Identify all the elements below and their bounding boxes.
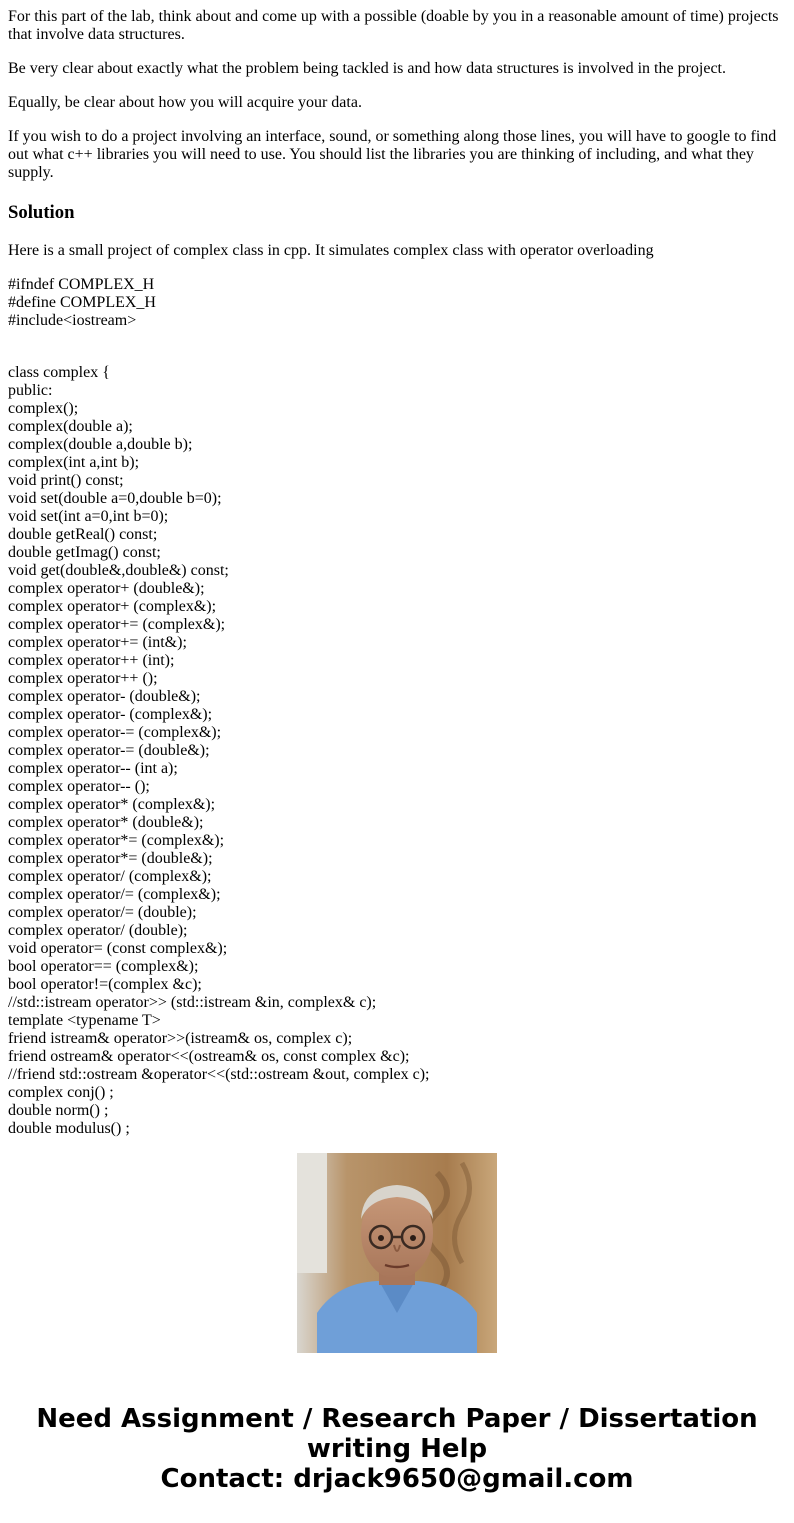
cta-line-1: Need Assignment / Research Paper / Dissertation (36, 1404, 758, 1434)
code-line: complex(double a); (8, 418, 133, 435)
code-line: complex operator* (double&); (8, 814, 204, 831)
code-line: complex operator/ (complex&); (8, 868, 212, 885)
code-line: complex operator+ (complex&); (8, 598, 217, 615)
code-header (8, 276, 786, 330)
cta-line-2: writing Help (306, 1434, 488, 1464)
document-body (8, 8, 786, 1137)
code-line: double modulus() ; (8, 1120, 130, 1137)
code-body (8, 364, 786, 1138)
code-line: complex operator*= (double&); (8, 850, 213, 867)
code-line: complex operator+= (complex&); (8, 616, 226, 633)
code-line: #include<iostream> (8, 312, 137, 329)
code-line: friend istream& operator>>(istream& os, complex c); (8, 1030, 353, 1047)
avatar (297, 1153, 497, 1353)
code-line: complex operator- (double&); (8, 688, 201, 705)
cta-contact: Contact: drjack9650@gmail.com (160, 1464, 634, 1494)
code-line: complex operator* (complex&); (8, 796, 216, 813)
code-line: complex operator++ (int); (8, 652, 175, 669)
intro-paragraph-2: Be very clear about exactly what the problem being tackled is and how data structures is involved in the project. (8, 60, 726, 77)
solution-heading: Solution (8, 202, 75, 223)
code-listing (8, 276, 786, 1137)
code-line: double norm() ; (8, 1102, 109, 1119)
code-line: bool operator!=(complex &c); (8, 976, 202, 993)
code-line: complex operator-= (double&); (8, 742, 210, 759)
solution-description: Here is a small project of complex class in cpp. It simulates complex class with operator overloading (8, 242, 654, 259)
code-blank-gap (8, 330, 786, 364)
code-line: complex(); (8, 400, 79, 417)
code-line: complex operator*= (complex&); (8, 832, 225, 849)
code-line: complex operator/ (double); (8, 922, 188, 939)
code-line: complex operator-- (int a); (8, 760, 178, 777)
code-line: complex operator/= (complex&); (8, 886, 221, 903)
code-line: void print() const; (8, 472, 124, 489)
code-line: public: (8, 382, 53, 399)
code-line: complex(double a,double b); (8, 436, 193, 453)
code-line: complex operator/= (double); (8, 904, 197, 921)
code-line: friend ostream& operator<<(ostream& os, const complex &c); (8, 1048, 410, 1065)
code-line: template <typename T> (8, 1012, 161, 1029)
code-line: complex operator+= (int&); (8, 634, 187, 651)
intro-paragraph-3: Equally, be clear about how you will acquire your data. (8, 94, 362, 111)
code-line: double getImag() const; (8, 544, 161, 561)
intro-paragraph-1: For this part of the lab, think about and come up with a possible (doable by you in a reasonable amount of time) projects that involve data structures. (8, 8, 779, 43)
code-line: void set(int a=0,int b=0); (8, 508, 169, 525)
code-line: complex operator- (complex&); (8, 706, 213, 723)
code-line: void operator= (const complex&); (8, 940, 228, 957)
code-line: complex operator+ (double&); (8, 580, 205, 597)
cta-banner (0, 1404, 794, 1494)
code-line: complex operator-= (complex&); (8, 724, 222, 741)
code-line: complex conj() ; (8, 1084, 114, 1101)
code-line: //friend std::ostream &operator<<(std::ostream &out, complex c); (8, 1066, 430, 1083)
code-line: //std::istream operator>> (std::istream &in, complex& c); (8, 994, 377, 1011)
code-line: #define COMPLEX_H (8, 294, 156, 311)
code-line: bool operator== (complex&); (8, 958, 199, 975)
code-line: double getReal() const; (8, 526, 158, 543)
code-line: complex operator-- (); (8, 778, 150, 795)
code-line: complex(int a,int b); (8, 454, 140, 471)
code-line: complex operator++ (); (8, 670, 158, 687)
code-line: class complex { (8, 364, 110, 381)
intro-paragraph-4: If you wish to do a project involving an interface, sound, or something along those lines, you will have to google to find out what c++ libraries you will need to use. You should list the libraries you are thinking of including, and what they supply. (8, 128, 777, 181)
code-line: #ifndef COMPLEX_H (8, 276, 155, 293)
code-line: void get(double&,double&) const; (8, 562, 229, 579)
code-line: void set(double a=0,double b=0); (8, 490, 222, 507)
avatar-photo (297, 1153, 497, 1353)
